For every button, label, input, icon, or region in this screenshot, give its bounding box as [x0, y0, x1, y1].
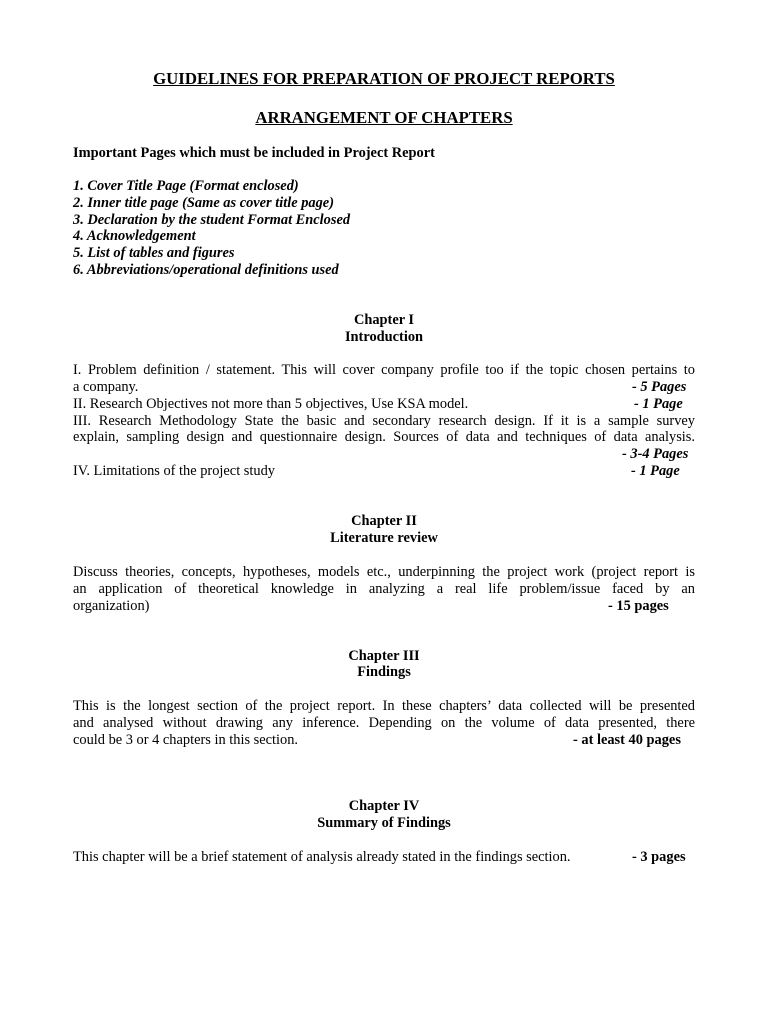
important-page-item: 3. Declaration by the student Format Enclosed: [73, 212, 351, 228]
chapter-2-line-2: an application of theoretical knowledge in analyzing a real life problem/issue faced by an: [73, 581, 695, 597]
chapter-4-number: Chapter IV: [348, 798, 420, 814]
chapter-1-name: Introduction: [344, 329, 424, 345]
chapter-1-para-3-pages: - 3-4 Pages: [622, 446, 689, 462]
chapter-1-para-4: IV. Limitations of the project study: [73, 463, 275, 479]
important-pages-heading: Important Pages which must be included in Project Report: [73, 145, 435, 161]
important-page-item: 4. Acknowledgement: [73, 228, 196, 244]
chapter-3-line-2: and analysed without drawing any inference. Depending on the volume of data presented, there: [73, 715, 695, 731]
chapter-3-number: Chapter III: [348, 648, 420, 664]
chapter-4-line-1: This chapter will be a brief statement of analysis already stated in the findings section.: [73, 849, 571, 865]
important-page-item: 1. Cover Title Page (Format enclosed): [73, 178, 299, 194]
chapter-1-number: Chapter I: [353, 312, 415, 328]
chapter-3-line-3: could be 3 or 4 chapters in this section.: [73, 732, 299, 748]
chapter-4-name: Summary of Findings: [317, 815, 451, 831]
important-page-item: 6. Abbreviations/operational definitions used: [73, 262, 339, 278]
chapter-4-pages: - 3 pages: [632, 849, 686, 865]
chapter-1-para-2-pages: - 1 Page: [634, 396, 683, 412]
chapter-1-para-1-pages: - 5 Pages: [632, 379, 687, 395]
chapter-1-para-2: II. Research Objectives not more than 5 objectives, Use KSA model.: [73, 396, 469, 412]
chapter-3-name: Findings: [357, 664, 411, 680]
important-page-item: 2. Inner title page (Same as cover title page): [73, 195, 334, 211]
chapter-2-number: Chapter II: [351, 513, 417, 529]
document-title: GUIDELINES FOR PREPARATION OF PROJECT REPORTS: [153, 69, 615, 88]
chapter-1-para-3-line-1: III. Research Methodology State the basic and secondary research design. If it is a sample survey: [73, 413, 695, 429]
chapter-1-para-1-line-1: I. Problem definition / statement. This will cover company profile too if the topic chosen pertains to: [73, 362, 695, 378]
chapter-3-pages: - at least 40 pages: [573, 732, 681, 748]
chapter-2-name: Literature review: [330, 530, 438, 546]
document-subtitle: ARRANGEMENT OF CHAPTERS: [255, 108, 513, 127]
chapter-1-para-3-line-2: explain, sampling design and questionnaire design. Sources of data and techniques of data analysis.: [73, 429, 695, 445]
chapter-1-para-1-line-2: a company.: [73, 379, 139, 395]
chapter-2-line-3: organization): [73, 598, 150, 614]
chapter-2-line-1: Discuss theories, concepts, hypotheses, models etc., underpinning the project work (project report is: [73, 564, 695, 580]
chapter-3-line-1: This is the longest section of the project report. In these chapters’ data collected will be presented: [73, 698, 695, 714]
chapter-2-pages: - 15 pages: [608, 598, 669, 614]
important-page-item: 5. List of tables and figures: [73, 245, 235, 261]
chapter-1-para-4-pages: - 1 Page: [631, 463, 680, 479]
